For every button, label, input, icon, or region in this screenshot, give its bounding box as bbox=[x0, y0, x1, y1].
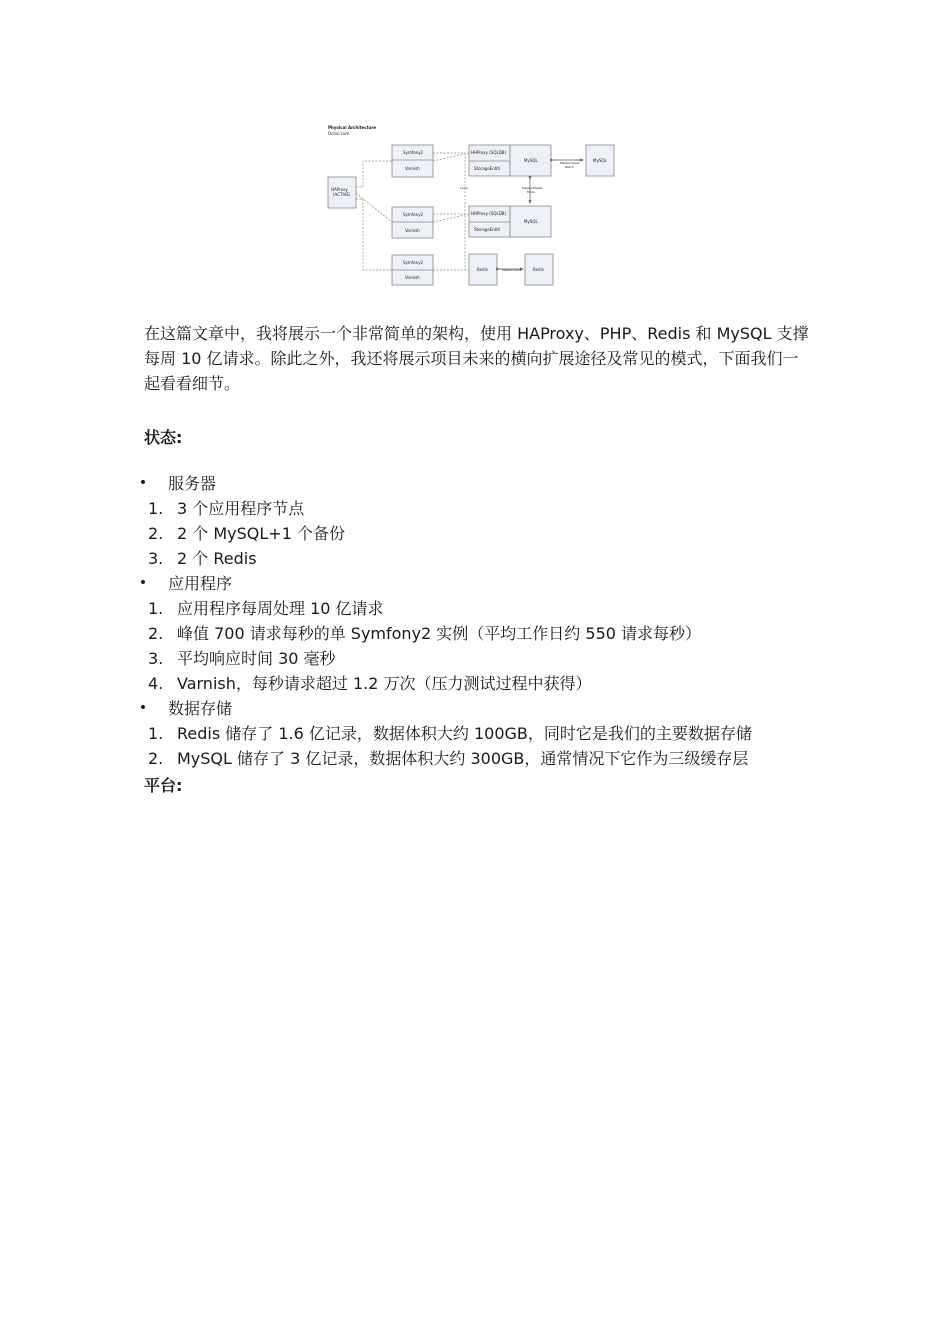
node-mysql-backup: MySQL bbox=[593, 158, 607, 163]
bullet: • bbox=[138, 575, 148, 591]
item-text: Redis 储存了 1.6 亿记录，数据体积大约 100GB，同时它是我们的主要数据存储 bbox=[177, 724, 752, 743]
item-text: Varnish，每秒请求超过 1.2 万次（压力测试过程中获得） bbox=[177, 674, 592, 693]
list-number: 2. bbox=[148, 624, 164, 643]
edge-master-master-sub: Finds bbox=[527, 190, 535, 194]
list-number: 3. bbox=[148, 549, 164, 568]
node-redis2: Redis bbox=[533, 267, 544, 272]
list-number: 2. bbox=[148, 749, 164, 768]
list-number: 1. bbox=[148, 724, 164, 743]
architecture-diagram bbox=[325, 121, 617, 287]
node-haproxy-sub: (ACTIVE) bbox=[333, 192, 351, 197]
item-text: 应用程序每周处理 10 亿请求 bbox=[177, 599, 384, 618]
list-item bbox=[136, 646, 816, 671]
list-number: 1. bbox=[148, 599, 164, 618]
edge-master-slave-top: Master-Slave bbox=[560, 161, 580, 165]
intro-paragraph: 在这篇文章中，我将展示一个非常简单的架构，使用 HAProxy、PHP、Redis 和 MySQL 支撑每周 10 亿请求。除此之外，我还将展示项目未来的横向扩展途径及常见的模式，下面我们一起看看细节。 bbox=[144, 324, 809, 393]
item-text: 平均响应时间 30 毫秒 bbox=[177, 649, 336, 668]
list-item bbox=[136, 596, 816, 621]
node-mysql1: MySQL bbox=[524, 158, 538, 163]
list-item bbox=[136, 521, 816, 546]
edge-master-slave-top-sub: Batch bbox=[565, 165, 574, 169]
node-varnish3: Varnish bbox=[405, 275, 420, 280]
list-number: 2. bbox=[148, 524, 164, 543]
item-text: 峰值 700 请求每秒的单 Symfony2 实例（平均工作日约 550 请求每秒） bbox=[177, 624, 702, 643]
list-item bbox=[136, 471, 816, 496]
list-item bbox=[136, 746, 816, 771]
list-item bbox=[136, 721, 816, 746]
status-list bbox=[136, 471, 816, 771]
node-symfony2: Symfony2 bbox=[403, 212, 424, 217]
item-text: 2 个 MySQL+1 个备份 bbox=[177, 524, 345, 543]
node-varnish1: Varnish bbox=[405, 166, 420, 171]
list-item bbox=[136, 571, 816, 596]
bullet: • bbox=[138, 475, 148, 491]
edge-master-master: Master-Master bbox=[522, 186, 544, 190]
list-item bbox=[136, 496, 816, 521]
list-number: 4. bbox=[148, 674, 164, 693]
list-item bbox=[136, 671, 816, 696]
list-item bbox=[136, 546, 816, 571]
platform-heading: 平台: bbox=[144, 776, 183, 795]
bullet: • bbox=[138, 700, 148, 716]
edge-local: Local bbox=[460, 186, 468, 190]
item-text: 2 个 Redis bbox=[177, 549, 257, 568]
list-number: 3. bbox=[148, 649, 164, 668]
node-redis1: Redis bbox=[477, 267, 488, 272]
node-symfony1: Symfony2 bbox=[403, 150, 424, 155]
node-varnish2: Varnish bbox=[405, 228, 420, 233]
node-symfony3: Symfony2 bbox=[403, 260, 424, 265]
item-text: MySQL 储存了 3 亿记录，数据体积大约 300GB，通常情况下它作为三级缓存层 bbox=[177, 749, 749, 768]
node-haproxy: HAProxy bbox=[331, 187, 348, 192]
list-number: 1. bbox=[148, 499, 164, 518]
figure-subtitle: Octivi.com bbox=[328, 131, 350, 136]
list-item bbox=[136, 696, 816, 721]
section-title: 应用程序 bbox=[168, 574, 233, 593]
item-text: 3 个应用程序节点 bbox=[177, 499, 305, 518]
node-storage1: StorageEntitl bbox=[474, 166, 501, 171]
figure-title: Physical Architecture bbox=[328, 125, 377, 130]
list-item bbox=[136, 621, 816, 646]
node-hhproxy2: HHProxy (SQLDB) bbox=[471, 211, 507, 216]
section-title: 服务器 bbox=[168, 474, 217, 493]
node-mysql2: MySQL bbox=[524, 219, 538, 224]
node-hhproxy1: HHProxy (SQLDB) bbox=[471, 150, 507, 155]
architecture-diagram-svg bbox=[325, 121, 617, 287]
status-heading: 状态: bbox=[144, 428, 183, 447]
node-storage2: StorageEntitl bbox=[474, 227, 501, 232]
edge-master-slave-bottom: Master-Slave bbox=[502, 268, 522, 272]
section-title: 数据存储 bbox=[168, 699, 233, 718]
